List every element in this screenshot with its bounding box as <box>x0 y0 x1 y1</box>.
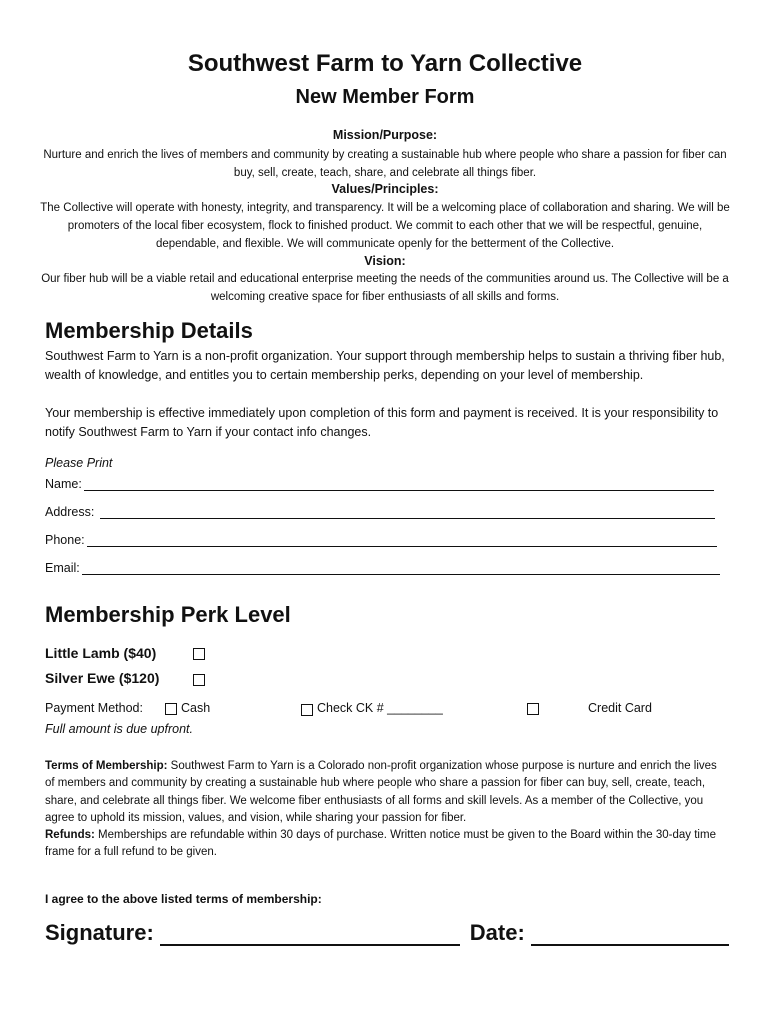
membership-paragraph-2: Your membership is effective immediately upon completion of this form and payment is received. It is your responsibility to notify Southwest Farm to Yarn if your contact info changes. <box>45 406 719 439</box>
terms-of-membership <box>45 758 725 862</box>
form-subtitle: New Member Form <box>295 86 475 108</box>
cash-checkbox[interactable] <box>165 703 177 715</box>
full-amount-note: Full amount is due upfront. <box>45 722 193 736</box>
date-label: Date: <box>469 920 525 945</box>
email-label: Email: <box>45 561 80 575</box>
date-line[interactable] <box>531 922 729 946</box>
vision-text: Our fiber hub will be a viable retail and educational enterprise meeting the needs of the communities around us. The Collective will be a welcoming creative space for fiber enthusiasts of all skills and forms. <box>41 273 729 303</box>
values-text: The Collective will operate with honesty, integrity, and transparency. It will be a welcoming place of collaboration and sharing. We will be promoters of the local fiber ecosystem, flock to finished product. We commit to each other that we will be respectful, genuine, dependable, and flexible. We will communicate openly for the betterment of the Collective. <box>40 202 730 250</box>
email-field[interactable] <box>45 560 720 575</box>
name-line[interactable] <box>84 476 714 491</box>
perk-little-lamb: Little Lamb ($40) <box>45 645 157 661</box>
signature-label: Signature: <box>45 920 154 945</box>
terms-label: Terms of Membership: <box>45 760 168 772</box>
payment-method-label: Payment Method: <box>45 701 143 715</box>
phone-field[interactable] <box>45 532 717 547</box>
mission-text: Nurture and enrich the lives of members and community by creating a sustainable hub where people who share a passion for fiber can buy, sell, create, teach, share, and celebrate all things fiber. <box>43 149 727 179</box>
signature-line[interactable] <box>160 922 460 946</box>
signature-row <box>45 920 729 946</box>
phone-label: Phone: <box>45 533 85 547</box>
credit-card-label: Credit Card <box>588 701 652 715</box>
silver-ewe-checkbox[interactable] <box>193 674 205 686</box>
little-lamb-checkbox[interactable] <box>193 648 205 660</box>
email-line[interactable] <box>82 560 720 575</box>
address-line[interactable] <box>100 504 715 519</box>
perk-level-heading: Membership Perk Level <box>45 602 291 627</box>
refunds-label: Refunds: <box>45 829 95 842</box>
please-print-note: Please Print <box>45 456 113 470</box>
phone-line[interactable] <box>87 532 717 547</box>
mission-heading: Mission/Purpose: <box>332 128 438 142</box>
agreement-statement: I agree to the above listed terms of membership: <box>45 892 322 906</box>
form-title: Southwest Farm to Yarn Collective <box>187 50 583 77</box>
credit-card-checkbox[interactable] <box>527 703 539 715</box>
perk-silver-ewe: Silver Ewe ($120) <box>45 670 160 686</box>
address-label: Address: <box>45 505 95 519</box>
refunds-text: Memberships are refundable within 30 days of purchase. Written notice must be given to the Board within the 30-day time frame for a full refund to be given. <box>45 829 716 859</box>
values-heading: Values/Principles: <box>331 182 439 196</box>
cash-label: Cash <box>181 701 211 715</box>
check-checkbox[interactable] <box>301 704 313 716</box>
vision-heading: Vision: <box>364 254 406 268</box>
address-field[interactable] <box>45 504 715 519</box>
check-label: Check CK # ________ <box>317 701 443 715</box>
name-field[interactable] <box>45 476 714 491</box>
name-label: Name: <box>45 477 82 491</box>
terms-text: Southwest Farm to Yarn is a Colorado non-profit organization whose purpose is nurture and enrich the lives of members and community by creating a sustainable hub where people who share a passion for fiber can buy, sell, create, teach, share, and celebrate all things fiber. We welcome fiber enthusiasts of all forms and skill levels. As a member of the Collective, you agree to uphold its mission, values, and vision, while sharing your passion for fiber. <box>45 760 717 824</box>
membership-details-heading: Membership Details <box>45 318 253 343</box>
membership-paragraph-1: Southwest Farm to Yarn is a non-profit organization. Your support through membership helps to sustain a thriving fiber hub, wealth of knowledge, and entitles you to certain membership perks, depending on your level of membership. <box>45 349 725 382</box>
